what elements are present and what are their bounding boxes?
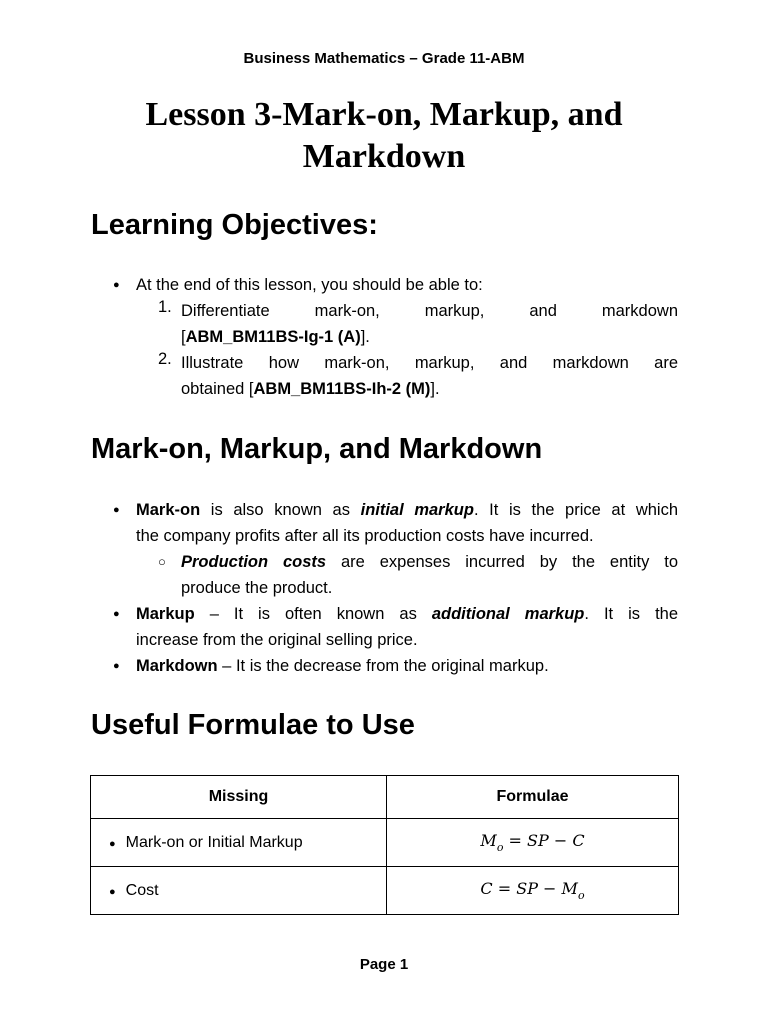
bullet-icon: ● (113, 279, 120, 291)
objective-1-close: ]. (360, 328, 370, 346)
lesson-title-line1: Lesson 3-Mark-on, Markup, and (145, 96, 623, 133)
lesson-title (90, 94, 678, 178)
formula-main: M (480, 831, 497, 850)
markon-rest: . It is the price at which (473, 501, 678, 519)
formula-subscript: o (577, 889, 585, 902)
objective-1-line1: Differentiate mark-on, markup, and markdown (181, 302, 678, 320)
table-row (91, 819, 679, 867)
markup-alt-term: additional markup (431, 605, 585, 623)
markdown-line (136, 653, 678, 679)
formula-cell (387, 819, 679, 867)
markon-mid: is also known as (200, 501, 361, 519)
formulae-heading: Useful Formulae to Use (91, 709, 415, 741)
markup-term: Markup (136, 605, 195, 623)
column-header-missing: Missing (91, 776, 387, 819)
circle-bullet-icon: ○ (158, 554, 166, 569)
markon-term: Mark-on (136, 501, 201, 519)
markdown-rest: – It is the decrease from the original markup. (217, 657, 549, 675)
markdown-term: Markdown (136, 657, 218, 675)
bullet-icon: ● (113, 608, 120, 620)
formula-subscript: o (496, 841, 504, 854)
table-row (91, 867, 679, 915)
production-line1 (181, 549, 678, 575)
markon-line1 (136, 497, 678, 523)
formula-main: C = SP − M (480, 879, 578, 898)
bullet-icon: ● (109, 885, 116, 898)
objectives-heading: Learning Objectives: (91, 209, 378, 241)
markup-line1 (136, 601, 678, 627)
markup-mid: – It is often known as (194, 605, 432, 623)
markup-rest: . It is the (584, 605, 679, 623)
lesson-title-line2: Markdown (302, 138, 466, 175)
missing-value: Mark-on or Initial Markup (125, 833, 303, 851)
objective-1-line2 (181, 324, 678, 350)
objective-1-number: 1. (158, 298, 172, 316)
production-rest: are expenses incurred by the entity to (326, 553, 678, 571)
objective-1-code: ABM_BM11BS-Ig-1 (A) (185, 328, 361, 346)
markon-line2: the company profits after all its production costs have incurred. (136, 527, 594, 545)
column-header-formulae: Formulae (387, 776, 679, 819)
production-term: Production costs (181, 553, 327, 571)
objective-2-line1: Illustrate how mark-on, markup, and markdown are (181, 354, 678, 372)
objective-2-close: ]. (430, 380, 440, 398)
objective-2-line2 (181, 376, 678, 402)
table-header-row (91, 776, 679, 819)
production-line2: produce the product. (181, 579, 333, 597)
missing-value: Cost (125, 881, 159, 899)
missing-cell (91, 819, 387, 867)
objective-2-number: 2. (158, 350, 172, 368)
formulae-table (90, 775, 679, 915)
page-number: Page 1 (359, 956, 409, 973)
formula-cell (387, 867, 679, 915)
bullet-icon: ● (113, 660, 120, 672)
objective-2-pre: obtained [ (181, 380, 254, 398)
markup-line2: increase from the original selling price. (136, 631, 418, 649)
document-header: Business Mathematics – Grade 11-ABM (243, 50, 525, 67)
markon-alt-term: initial markup (360, 501, 474, 519)
bullet-icon: ● (109, 837, 116, 850)
missing-cell (91, 867, 387, 915)
definitions-heading: Mark-on, Markup, and Markdown (91, 433, 543, 465)
formula-rest: = SP − C (503, 831, 585, 850)
objective-2-code: ABM_BM11BS-Ih-2 (M) (253, 380, 431, 398)
objective-1-open: [ (181, 328, 186, 346)
objectives-intro: At the end of this lesson, you should be able to: (136, 276, 483, 294)
bullet-icon: ● (113, 504, 120, 516)
